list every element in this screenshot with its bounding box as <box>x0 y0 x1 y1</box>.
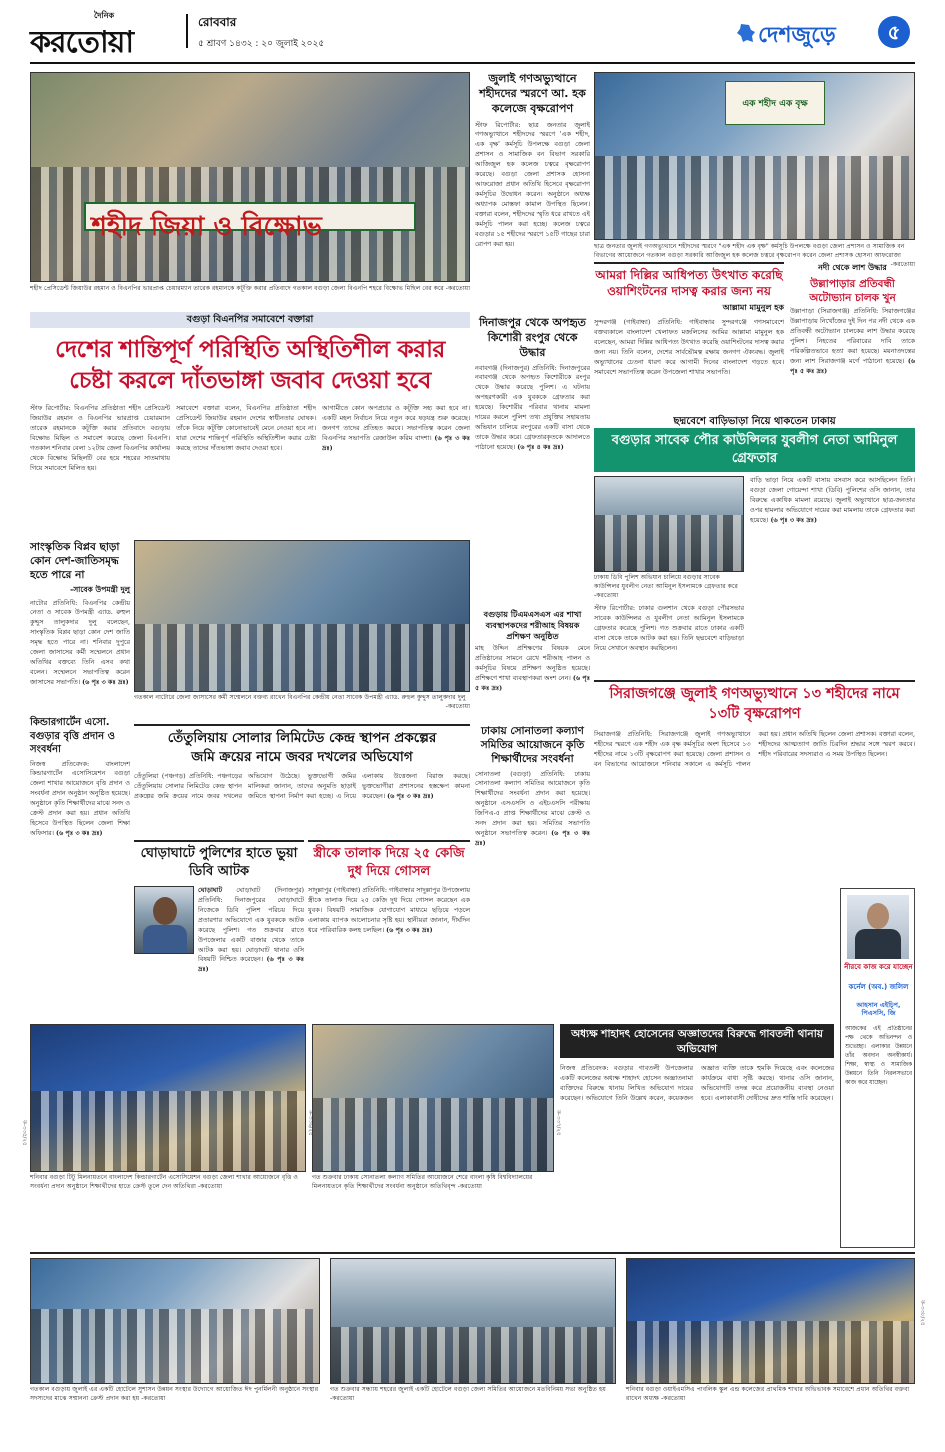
ad-name: কর্নেল (অব.) জলিল <box>848 983 909 991</box>
ghoraghat-jump: (৬ পৃঃ ৩ কঃ দ্রঃ) <box>198 955 304 974</box>
dhaka-jump: (৬ পৃঃ ৩ কঃ দ্রঃ) <box>475 829 590 847</box>
bottom-photo-2-people <box>331 1327 615 1383</box>
disguise-headline-box <box>594 428 915 472</box>
masthead-divider <box>186 14 188 48</box>
tree-caption-credit: -করতোয়া <box>890 260 915 268</box>
dhaka-story <box>475 724 590 1024</box>
bottom-photo-1-people <box>31 1309 319 1383</box>
ullapara-story <box>790 262 915 412</box>
tree-photo-sign <box>725 81 825 125</box>
culture-body <box>30 599 130 689</box>
sonatala-caption-text: গত শুক্রবার ঢাকায় সোনাতলা কল্যাণ সমিতির আয়োজনে শেরে বাংলা কৃষি বিশ্ববিদ্যালয়ের মিলনায়তনে কৃতি শিক্ষার্থীদের সংবর্ধনা অনুষ্ঠানে অতিথিবৃন্দ <box>312 1174 533 1190</box>
delhi-headline-l1: আমরা দিল্লির আধিপত্য উৎখাত করেছি <box>595 268 783 282</box>
training-jump: (৬ পৃঃ ৫ কঃ দ্রঃ) <box>475 674 590 693</box>
disguise-jump: (৬ পৃঃ ৩ কঃ দ্রঃ) <box>770 515 818 524</box>
divorce-body-text: সাদুল্লাপুর (গাইবান্ধা) প্রতিনিধি: গাইবান্ধার সাদুল্লাপুর উপজেলায় স্ত্রীকে তালাক দিয়ে ২৫ কেজি দুধ দিয়ে গোসল করেছেন এক যুবক। বিষয়টি সামাজিক যোগাযোগ মাধ্যমে ছড়িয়ে পড়লে এলাকায় ব্যাপক আলোচনার সৃষ্টি হয়। স্থানীয়রা জানান, দীর্ঘদিন ধরে পারিবারিক কলহ চলছিল। <box>308 886 470 934</box>
sonatala-caption-credit: -করতোয়া <box>457 1182 482 1190</box>
lead-kicker: বগুড়া বিএনপির সমাবেশে বক্তারা <box>186 314 314 325</box>
protest-banner <box>84 202 417 242</box>
side-code-3: ক-৩৩৭/২৫ <box>555 1110 561 1136</box>
lead-body-col3-text: আগামীতে কোন অপপ্রচার ও কটূক্তি সহ্য করা হবে না। একটি মহল নির্বাচন নিয়ে নতুন করে ষড়যন্ত্র শুরু করেছে। জনগণ তাদের প্রতিহত করবে। সভাপতিত্ব করেন জেলা বিএনপির সভাপতি রেজাউল করিম বাদশা। <box>322 404 470 442</box>
lead-jump: (৬ পৃঃ ৩ কঃ দ্রঃ) <box>322 433 470 452</box>
solar-headline <box>134 724 470 767</box>
lead-photo <box>30 72 470 282</box>
disguise-kicker: ছদ্মবেশে বাড়িভাড়া নিয়ে থাকতেন ঢাকায় <box>673 416 836 427</box>
kidnap-body <box>475 364 590 564</box>
culture-byline: -সাবেক উপমন্ত্রী দুলু <box>70 584 130 594</box>
kidnap-jump: (৬ পৃঃ ৪ কঃ দ্রঃ) <box>517 442 564 451</box>
divorce-jump: (৬ পৃঃ ৩ কঃ দ্রঃ) <box>386 925 433 934</box>
page-number-text: ৫ <box>887 20 901 44</box>
culture-caption-text: গতকাল নাটোরে জেলা জাসাসের কর্মী সম্মেলনে বক্তব্য রাখেন বিএনপির কেন্দ্রীয় নেতা সাবেক উপমন্ত্রী এ্যাড. রুহুল কুদ্দুস তালুকদার দুলু <box>134 694 466 701</box>
lead-body-col1: স্টাফ রিপোর্টার: বিএনপির প্রতিষ্ঠাতা শহীদ প্রেসিডেন্ট জিয়াউর রহমান ও বিএনপির ভারপ্রাপ্ত চেয়ারম্যান তারেক রহমানকে কটূক্তি করার প্রতিবাদে বগুড়ায় বিক্ষোভ মিছিল ও সমাবেশ করেছে জেলা বিএনপি। গতকাল শনিবার বেলা ১২টায় জেলা বিএনপির কার্যালয় থেকে বিক্ষোভ মিছিলটি বের হয়ে শহরের সাতমাথায় গিয়ে সমাবেশে মিলিত হয়। <box>30 404 170 472</box>
tree-body: স্টাফ রিপোর্টার: ছাত্র জনতার জুলাই গণঅভ্যুত্থানে শহীদদের স্মরণে 'এক শহীদ, এক বৃক্ষ' কর্মসূচি উপলক্ষে বগুড়া জেলা প্রশাসন ও সামাজিক বন বিভাগ সরকারি আজিজুল হক কলেজ চত্বরে বৃক্ষরোপণ করেছে। বগুড়া জেলা প্রশাসক হোসনা আফরোজা প্রধান অতিথি হিসেবে বৃক্ষরোপণ কর্মসূচির উদ্বোধন করেন। অনুষ্ঠানে অধ্যক্ষ অধ্যাপক মোস্তফা কামাল উপস্থিত ছিলেন। বক্তারা বলেন, শহীদদের স্মৃতি ধরে রাখতে এই কর্মসূচি পালন করা হচ্ছে। কলেজ চত্বরে বগুড়ার ১৫ শহীদের স্মরণে ১৫টি গাছের চারা রোপণ করা হয়। <box>475 120 590 248</box>
ad-photo-suit <box>855 929 901 959</box>
disguise-photo-people <box>595 515 743 571</box>
teacher-headline: অধ্যক্ষ শাহাদৎ হোসেনের অজ্ঞাতদের বিরুদ্ধে গাবতলী থানায় অভিযোগ <box>571 1028 823 1055</box>
side-code-2: ক-৩৩৬/২৫ <box>307 1110 313 1136</box>
sonatala-photo-caption <box>312 1174 554 1192</box>
culture-photo <box>134 540 470 692</box>
tree-photo-crowd <box>595 156 914 239</box>
bottom-caption-1-text: গতকাল বগুড়ায় জুলাই এর একটি হোটেলে সুশাসন উন্নয়ন সংস্থার উদ্যোগে আয়োজিত ঈদ পুনর্মিলনী অনুষ্ঠানে সংস্থার সদস্যদের মাঝে সম্মাননা ক্রেস্ট প্রদান করা হয় <box>30 1386 319 1402</box>
bangladesh-map-icon <box>735 22 757 44</box>
culture-caption-credit: -করতোয়া <box>445 702 470 710</box>
tree-photo-sign-text: এক শহীদ এক বৃক্ষ <box>742 99 808 109</box>
lead-body-col2: সমাবেশে বক্তারা বলেন, বিএনপির প্রতিষ্ঠাতা শহীদ প্রেসিডেন্ট জিয়াউর রহমান দেশের স্বাধীনতার ঘোষক। তাঁকে নিয়ে কটূক্তি কোনোভাবেই মেনে নেওয়া হবে না। যারা দেশের শান্তিপূর্ণ পরিস্থিতি অস্থিতিশীল করার চেষ্টা করছে তাদের দাঁতভাঙ্গা জবাব দেওয়া হবে। <box>176 404 316 452</box>
disguise-body-2 <box>750 476 915 676</box>
kg-headline: কিন্ডারগার্টেন এসো. বগুড়ার বৃত্তি প্রদান ও সংবর্ধনা <box>30 717 115 755</box>
lead-caption-text: শহীদ প্রেসিডেন্ট জিয়াউর রহমান ও বিএনপির ভারপ্রাপ্ত চেয়ারম্যান তারেক রহমানকে কটূক্তি করার প্রতিবাদে গতকাল বগুড়া জেলা বিএনপি শহরে বিক্ষোভ মিছিল বের করে <box>30 285 444 292</box>
ullapara-body-text: উল্লাপাড়া (সিরাজগঞ্জ) প্রতিনিধি: সিরাজগঞ্জের উল্লাপাড়ায় নিখোঁজের দুই দিন পর নদী থেকে এক প্রতিবন্ধী অটোভ্যান চালকের লাশ উদ্ধার করেছে পুলিশ। নিহতের পরিবারের দাবি তাকে পরিকল্পিতভাবে হত্যা করা হয়েছে। ময়নাতদন্তের জন্য লাশ সিরাজগঞ্জ মর্গে পাঠানো হয়েছে। <box>790 307 915 365</box>
lead-headline-line2: চেষ্টা করলে দাঁতভাঙ্গা জবাব দেওয়া হবে <box>69 366 431 395</box>
bottom-photo-2 <box>330 1258 616 1384</box>
disguise-headline: বগুড়ার সাবেক পৌর কাউন্সিলর যুবলীগ নেতা আমিনুল গ্রেফতার <box>611 433 898 466</box>
culture-body-text: নাটোর প্রতিনিধি: বিএনপির কেন্দ্রীয় নেতা ও সাবেক উপমন্ত্রী এ্যাড. রুহুল কুদ্দুস তালুকদার দুলু বলেছেন, সাংস্কৃতিক বিপ্লব ছাড়া কোন দেশ জাতি সমৃদ্ধ হতে পারে না। শনিবার দুপুরে জেলা জাসাসের কর্মী সম্মেলনে প্রধান অতিথির বক্তব্যে তিনি এসব কথা বলেন। সম্মেলনে সভাপতিত্ব করেন জাসাসের সভাপতি। <box>30 598 130 686</box>
kg-story <box>30 716 130 1016</box>
dhaka-body <box>475 770 590 980</box>
solar-headline-l2: জমি ক্রয়ের নামে জবর দখলের অভিযোগ <box>191 748 413 765</box>
ghoraghat-headline: ঘোড়াঘাটে পুলিশের হাতে ভুয়া ডিবি আটক <box>134 840 304 880</box>
bottom-caption-2-credit: -করতোয়া <box>330 1394 355 1402</box>
tree-photo <box>594 72 915 240</box>
logo <box>30 10 180 60</box>
ad-photo-head <box>867 903 889 929</box>
sirajganj-body: সিরাজগঞ্জ প্রতিনিধি: সিরাজগঞ্জে জুলাই গণঅভ্যুত্থানে শহীদের স্মরণে এক শহীদ এক বৃক্ষ কর্মসূচির অংশ হিসেবে ১৩ শহীদের নামে ১৩টি বৃক্ষরোপণ করা হয়েছে। জেলা প্রশাসন ও বন বিভাগের আয়োজনে শনিবার সকালে এ কর্মসূচি পালন করা হয়। প্রধান অতিথি ছিলেন জেলা প্রশাসক। বক্তারা বলেন, শহীদদের আত্মত্যাগ জাতি চিরদিন শ্রদ্ধার সঙ্গে স্মরণ করবে। শহীদ পরিবারের সদস্যরাও এ সময় উপস্থিত ছিলেন। <box>594 730 915 768</box>
ad-title: নীরবে কাজ করে যাচ্ছেন <box>844 963 913 971</box>
training-headline: বগুড়ায় টিএমএসএস এর শাখা ব্যবস্থাপকদের শরীআহ বিষয়ক প্রশিক্ষণ অনুষ্ঠিত <box>483 610 582 641</box>
issue-day: রোববার <box>198 15 237 29</box>
ghoraghat-label: ঘোড়াঘাট <box>198 886 223 894</box>
kg-body <box>30 760 130 1000</box>
ghoraghat-photo <box>134 886 194 954</box>
culture-headline: সাংস্কৃতিক বিপ্লব ছাড়া কোন দেশ-জাতিসমৃদ্ধ হতে পারে না <box>30 541 120 582</box>
bottom-caption-2-text: গত শুক্রবার সন্ধ্যায় শহরের জুলাই একটি হোটেলে বগুড়া জেলা সমিতির আয়োজনে মতবিনিময় সভা অনুষ্ঠিত হয় <box>330 1386 606 1393</box>
ullapara-kicker: নদী থেকে লাশ উদ্ধার <box>818 263 887 272</box>
page-number <box>878 16 910 48</box>
logo-small: দৈনিক <box>94 11 115 20</box>
ullapara-body <box>790 307 915 393</box>
kg-caption-text: শনিবার বগুড়া টিটু মিলনায়তনে বাংলাদেশ কিন্ডারগার্টেন এসোসিয়েশন বগুড়া জেলা শাখার আয়োজনে বৃত্তি ও সংবর্ধনা প্রদান অনুষ্ঠানে শিক্ষার্থীদের হাতে ক্রেস্ট তুলে দেন অতিথিরা <box>30 1174 298 1190</box>
bottom-rule <box>30 1252 915 1254</box>
bottom-photo-3-people <box>627 1321 914 1383</box>
delhi-body: সুন্দরগঞ্জ (গাইবান্ধা) প্রতিনিধি: গাইবান্ধার সুন্দরগঞ্জে গণসমাবেশে বক্তব্যকালে বাংলাদেশ খেলাফত মজলিসের আমির আল্লামা মামুনুল হক বলেছেন, আমরা দিল্লির আধিপত্য উৎখাত করেছি ওয়াশিংটনের দাসত্ব করার জন্য নয়। তিনি বলেন, দেশের সার্বভৌমত্ব রক্ষায় জনগণ ঐক্যবদ্ধ। জুলাই অভ্যুত্থানের চেতনা ধারণ করে আগামী দিনের বাংলাদেশ গড়তে হবে। সমাবেশে সভাপতিত্ব করেন উপজেলা শাখার সভাপতি। <box>594 318 784 376</box>
dhaka-body-text: সোনাতলা (বগুড়া) প্রতিনিধি: ঢাকায় সোনাতলা কল্যাণ সমিতির আয়োজনে কৃতি শিক্ষার্থীদের সংবর্ধনা প্রদান করা হয়েছে। অনুষ্ঠানে এসএসসি ও এইচএসসি পরীক্ষায় জিপিএ-৫ প্রাপ্ত শিক্ষার্থীদের মাঝে ক্রেস্ট ও সনদ প্রদান করা হয়। সমিতির সভাপতি অনুষ্ঠানে সভাপতিত্ব করেন। <box>475 769 590 838</box>
solar-headline-l1: তেঁতুলিয়ায় সোলার লিমিটেড কেন্দ্র স্থাপন প্রকল্পের <box>167 730 437 746</box>
kidnap-headline: দিনাজপুর থেকে অপহৃত কিশোরী রংপুর থেকে উদ্ধার <box>479 316 586 359</box>
lead-headline-line1: দেশের শান্তিপূর্ণ পরিস্থিতি অস্থিতিশীল করার <box>55 335 445 363</box>
bottom-caption-1-credit: -করতোয়া <box>141 1394 166 1402</box>
ad-post: আহসান এইচ্পি, পিএসসি, জি <box>856 1001 901 1018</box>
divorce-headline: স্ত্রীকে তালাক দিয়ে ২৫ কেজি দুধ দিয়ে গোসল <box>308 840 470 880</box>
training-body-text: মাহ উদ্দিন প্রশিক্ষণের বিষয়ক মেনে প্রতিষ্ঠানের সামনে রেখে শরীআহ পালন ও কর্মসূচির বিষয়ে প্রশিক্ষণ অনুষ্ঠিত হয়েছে। প্রশিক্ষণে শাখা ব্যবস্থাপকরা অংশ নেন। <box>475 644 590 683</box>
section-title: দেশজুড়ে <box>758 23 836 48</box>
divorce-body <box>308 886 470 1016</box>
ghoraghat-photo-person <box>153 897 177 925</box>
bottom-caption-1 <box>30 1386 320 1404</box>
culture-story <box>30 540 130 700</box>
bottom-caption-2 <box>330 1386 616 1404</box>
bottom-photo-3 <box>626 1258 915 1384</box>
ghoraghat-body-text: ঘোড়াঘাট (দিনাজপুর) প্রতিনিধি: দিনাজপুরের ঘোড়াঘাটে নিজেকে ডিবি পুলিশ পরিচয় দিয়ে প্রতারণার অভিযোগে এক যুবককে আটক করেছে পুলিশ। গত শুক্রবার রাতে উপজেলার একটি বাজার থেকে তাকে আটক করা হয়। ঘোড়াঘাট থানার ওসি বিষয়টি নিশ্চিত করেছেন। <box>198 886 304 964</box>
delhi-headline-l2: ওয়াশিংটনের দাসত্ব করার জন্য নয় <box>607 284 771 299</box>
disguise-body-1: স্টাফ রিপোর্টার: ঢাকার গুলশান থেকে বগুড়া পৌরসভার সাবেক কাউন্সিলর ও যুবলীগ নেতা আমিনুল ইসলামকে গ্রেফতার করেছে পুলিশ। গত শুক্রবার রাতে ঢাকার একটি বাসা থেকে তাকে আটক করা হয়। তিনি ছদ্মবেশে বাড়িভাড়া নিয়ে সেখানে অবস্থান করছিলেন। <box>594 604 744 652</box>
teacher-body: নিজস্ব প্রতিবেদক: বগুড়ার গাবতলী উপজেলার একটি কলেজের অধ্যক্ষ শাহাদৎ হোসেন অজ্ঞাতনামা ব্যক্তিদের বিরুদ্ধে থানায় লিখিত অভিযোগ দায়ের করেছেন। অভিযোগে তিনি উল্লেখ করেন, কয়েকজন অজ্ঞাত ব্যক্তি তাকে হুমকি দিয়েছে এবং কলেজের কার্যক্রমে বাধা সৃষ্টি করছে। থানার ওসি জানান, অভিযোগটি তদন্ত করে প্রয়োজনীয় ব্যবস্থা নেওয়া হবে। এলাকাবাসী দোষীদের দ্রুত শাস্তি দাবি করেছেন। <box>560 1064 834 1102</box>
bottom-caption-3-text: শনিবার বগুড়া ওয়াইএমসিএ পাবলিক স্কুল এন্ড কলেজের প্রাথমিক শাখার অভিভাবক সমাবেশে প্রধান অতিথির বক্তব্য রাখেন অধ্যক্ষ <box>626 1386 910 1402</box>
solar-jump: (৬ পৃঃ ৩ কঃ দ্রঃ) <box>387 791 434 800</box>
issue-date: ৫ শ্রাবণ ১৪৩২ : ২০ জুলাই ২০২৫ <box>198 39 325 49</box>
tree-story <box>475 72 590 312</box>
ullapara-jump: (৬ পৃঃ ৫ কঃ দ্রঃ) <box>790 356 915 375</box>
kg-body-text: নিজস্ব প্রতিবেদক: বাংলাদেশ কিন্ডারগার্টেন এসোসিয়েশন বগুড়া জেলা শাখার আয়োজনে বৃত্তি প্রদান ও সংবর্ধনা প্রদান অনুষ্ঠান অনুষ্ঠিত হয়েছে। অনুষ্ঠানে কৃতি শিক্ষার্থীদের মাঝে সনদ ও ক্রেস্ট প্রদান করা হয়। প্রধান অতিথি হিসেবে উপস্থিত ছিলেন জেলা শিক্ষা অফিসার। <box>30 759 130 837</box>
ghoraghat-body <box>198 886 304 1016</box>
training-story <box>475 610 590 720</box>
delhi-story <box>594 262 784 412</box>
solar-body-text: তেঁতুলিয়া (পঞ্চগড়) প্রতিনিধি: পঞ্চগড়ের তেঁতুলিয়ায় সোলার লিমিটেড কেন্দ্র স্থাপন প্রকল্পের জমি ক্রয়ের নামে জবর দখলের অভিযোগ উঠেছে। ভুক্তভোগী জমির মালিকরা জানান, তাদের অনুমতি ছাড়াই জমিতে স্থাপনা নির্মাণ করা হচ্ছে। এ নিয়ে এলাকায় উত্তেজনা বিরাজ করছে। ভুক্তভোগীরা প্রশাসনের হস্তক্ষেপ কামনা করেছেন। <box>134 772 470 800</box>
sonatala-photo <box>312 1024 554 1172</box>
ad-photo <box>847 895 909 959</box>
culture-photo-caption <box>134 694 470 712</box>
disguise-body-2-text: বাড়ি ভাড়া নিয়ে একটি বাসায় বসবাস করে আসছিলেন তিনি। বগুড়া জেলা গোয়েন্দা শাখা (ডিবি) পুলিশের ওসি জানান, তার বিরুদ্ধে একাধিক মামলা রয়েছে। জুলাই অভ্যুত্থানে ছাত্র-জনতার ওপর হামলার অভিযোগে দায়ের করা মামলায় তাকে গ্রেফতার করা হয়েছে। <box>750 476 915 524</box>
tree-caption-text: ছাত্র জনতার জুলাই গণঅভ্যুত্থানে শহীদদের স্মরণে "এক শহীদ এক বৃক্ষ" কর্মসূচি উপলক্ষে বগুড়া জেলা প্রশাসন ও সামাজিক বন বিভাগের আয়োজনে গতকাল বগুড়া সরকারি আজিজুল হক কলেজ চত্বরে বৃক্ষরোপণ করেন জেলা প্রশাসক হোসনা আফরোজা <box>594 243 905 259</box>
sirajganj-headline: সিরাজগঞ্জে জুলাই গণঅভ্যুত্থানে ১৩ শহীদের নামে ১৩টি বৃক্ষরোপণ <box>594 680 915 724</box>
disguise-photo-caption <box>594 574 744 601</box>
training-body <box>475 644 590 702</box>
culture-photo-people <box>135 624 469 692</box>
teacher-headline-box <box>560 1024 834 1058</box>
delhi-headline <box>594 262 784 299</box>
ad-box <box>840 888 915 1248</box>
masthead <box>0 0 945 68</box>
kidnap-body-text: নবাবগঞ্জ (দিনাজপুর) প্রতিনিধি: দিনাজপুরের নবাবগঞ্জ থেকে অপহৃত কিশোরীকে রংপুর থেকে উদ্ধার করেছে পুলিশ। এ ঘটনায় অপহরণকারী এক যুবককে গ্রেফতার করা হয়েছে। কিশোরীর পরিবার থানায় মামলা দায়ের করলে পুলিশ তথ্য প্রযুক্তির সহায়তায় অভিযান চালিয়ে রংপুরের একটি বাসা থেকে তাকে উদ্ধার করে। গ্রেফতারকৃতকে আদালতে পাঠানো হয়েছে। <box>475 363 590 451</box>
kg-jump: (৬ পৃঃ ৩ কঃ দ্রঃ) <box>55 828 103 837</box>
side-code-4: ক-৩৩৮/২৫ <box>919 1300 925 1326</box>
dhaka-headline: ঢাকায় সোনাতলা কল্যাণ সমিতির আয়োজনে কৃতি শিক্ষার্থীদের সংবর্ধনা <box>480 725 585 766</box>
ullapara-headline: উল্লাপাড়ার প্রতিবন্ধী অটোভ্যান চালক খুন <box>809 278 896 305</box>
disguise-caption-text: ঢাকায় ডিবি পুলিশ অভিযান চালিয়ে বগুড়ার সাবেক কাউন্সিলর যুবলীগ নেতা আমিনুল ইসলামকে গ্রেফতার করে <box>594 574 738 590</box>
tree-headline: জুলাই গণঅভ্যুত্থানে শহীদদের স্মরণে আ. হক কলেজে বৃক্ষরোপণ <box>479 72 586 115</box>
kg-photo <box>30 1024 306 1172</box>
lead-body-col3 <box>322 404 470 524</box>
kg-caption-credit: -করতোয়া <box>197 1182 223 1190</box>
disguise-photo <box>594 476 744 572</box>
bottom-caption-3-credit: -করতোয়া <box>661 1394 686 1402</box>
disguise-caption-credit: -করতোয়া <box>594 591 619 599</box>
ad-body: আজকের এই প্রতিষ্ঠানের পক্ষ থেকে অভিনন্দন ও শুভেচ্ছা। এলাকার উন্নয়নে তাঁর অবদান অনস্বীকার্য। শিক্ষা, স্বাস্থ্য ও সামাজিক উন্নয়নে তিনি নিরলসভাবে কাজ করে যাচ্ছেন। <box>845 1026 912 1086</box>
lead-caption-credit: -করতোয়া <box>445 285 470 292</box>
kg-photo-people <box>31 1091 305 1171</box>
logo-text: করতোয়া <box>30 25 134 60</box>
delhi-byline: আল্লামা মামুনুল হক <box>722 303 784 313</box>
bottom-caption-3 <box>626 1386 915 1404</box>
solar-body <box>134 772 470 834</box>
ghoraghat-photo-body <box>143 925 187 954</box>
kg-photo-caption <box>30 1174 306 1192</box>
side-code-1: ক-৩৩৫/২৫ <box>21 1120 27 1146</box>
lead-photo-caption <box>30 285 470 294</box>
lead-kicker-bar <box>30 312 470 328</box>
protest-banner-text: শহীদ জিয়া ও বিক্ষোভ <box>91 211 322 242</box>
masthead-rule <box>30 62 915 64</box>
lead-headline <box>30 334 470 396</box>
sonatala-photo-people <box>313 1098 553 1171</box>
culture-jump: (৬ পৃঃ ৩ কঃ দ্রঃ) <box>82 677 129 686</box>
bottom-photo-1 <box>30 1258 320 1384</box>
kidnap-story <box>475 316 590 606</box>
